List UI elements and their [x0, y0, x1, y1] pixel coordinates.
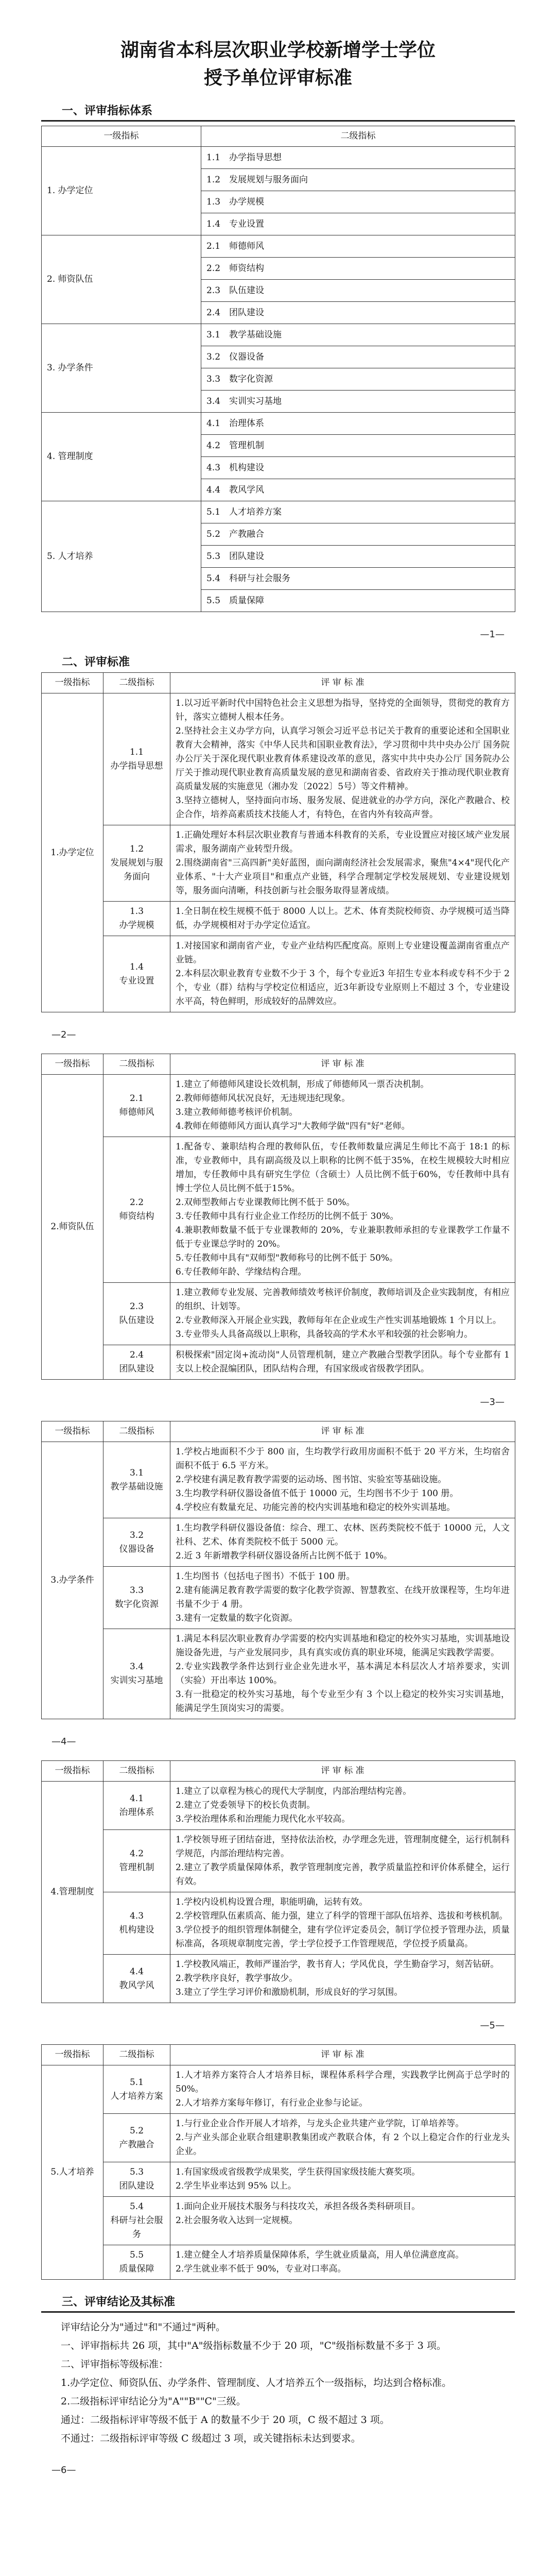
index-l2-cell: 5.5 质量保障: [201, 590, 515, 612]
index-l2-cell: 2.4 团队建设: [201, 302, 515, 324]
index-l2-cell: 2.3 队伍建设: [201, 280, 515, 302]
page-number-6: —6—: [51, 2465, 76, 2476]
index-l2-cell: 5.3 团队建设: [201, 546, 515, 568]
header-l1: 一级指标: [42, 673, 103, 693]
standards-l2-cell: 5.3 团队建设: [103, 2162, 170, 2197]
standards-l1-cell: 3.办学条件: [42, 1442, 103, 1719]
standards-text-cell: 积极探索"固定岗+流动岗"人员管理机制，建立产教融合型教学团队。每个专业都有 1 支以上校企混编团队，团队结构合理，有国家级或省级教学团队。: [170, 1345, 515, 1380]
index-l1-cell: 5. 人才培养: [42, 501, 201, 612]
page-number-4: —4—: [51, 1736, 76, 1747]
standards-row: [42, 1782, 515, 1830]
index-row: [42, 324, 515, 346]
standards-header-row: [42, 673, 515, 693]
index-l2-cell: 3.3 数字化资源: [201, 368, 515, 391]
header-l2: 二级指标: [103, 1761, 170, 1782]
standards-row: [42, 936, 515, 1012]
standards-text-cell: 1.生均图书（包括电子图书）不低于 100 册。 2.建有能满足教育教学需要的数字化教学资源、智慧教室、在线开放课程等，生均年进书量不少于 4 册。 3.建有一定数量的数字化资源。: [170, 1567, 515, 1629]
header-l2: 二级指标: [103, 673, 170, 693]
header-l2: 二级指标: [103, 1421, 170, 1442]
standards-l2-cell: 3.2 仪器设备: [103, 1518, 170, 1567]
standards-table-part4: [41, 1760, 515, 2003]
standards-row: [42, 2197, 515, 2245]
header-l1: 一级指标: [42, 1761, 103, 1782]
index-header-l1: 一级指标: [42, 126, 201, 147]
standards-text-cell: 1.面向企业开展技术服务与科技攻关，承担各级各类科研项目。 2.社会服务收入达到一定规模。: [170, 2197, 515, 2245]
standards-row: [42, 2245, 515, 2280]
standards-l1-cell: 2.师资队伍: [42, 1075, 103, 1380]
standards-text-cell: 1.与行业企业合作开展人才培养，与龙头企业共建产业学院，订单培养等。 2.与产业头部企业联合组建职教集团或产教联合体，有 2 个以上稳定合作的行业龙头企业。: [170, 2114, 515, 2162]
standards-row: [42, 1955, 515, 2003]
index-l2-cell: 3.1 教学基础设施: [201, 324, 515, 346]
index-l2-cell: 1.1 办学指导思想: [201, 147, 515, 169]
standards-l2-cell: 2.1 师德师风: [103, 1075, 170, 1137]
index-l2-cell: 5.1 人才培养方案: [201, 501, 515, 523]
standards-header-row: [42, 2045, 515, 2065]
standards-l2-cell: 5.5 质量保障: [103, 2245, 170, 2280]
header-l1: 一级指标: [42, 1421, 103, 1442]
standards-text-cell: 1.正确处理好本科层次职业教育与普通本科教育的关系，专业设置应对接区域产业发展需求，服务湖南产业转型升级。 2.围绕湖南省"三高四新"美好蓝图，面向湖南经济社会发展需求，聚焦"4×4"现代化产业体系、"十大产业项目"和重点产业链，科学合理制定学校发展规划、专业建设规划等，服务面向清晰，科技创新与社会服务取得显著成绩。: [170, 825, 515, 902]
standards-row: [42, 902, 515, 936]
document-title: [41, 36, 515, 92]
index-l2-cell: 3.2 仪器设备: [201, 346, 515, 368]
standards-row: [42, 1283, 515, 1345]
index-table: [41, 126, 515, 612]
index-l1-cell: 1. 办学定位: [42, 147, 201, 235]
header-l2: 二级指标: [103, 1054, 170, 1075]
section-heading-index: 一、评审指标体系: [41, 102, 515, 122]
standards-table-part3: [41, 1421, 515, 1719]
standards-l2-cell: 4.4 教风学风: [103, 1955, 170, 2003]
standards-text-cell: 1.有国家级或省级教学成果奖，学生获得国家级技能大赛奖项。 2.学生毕业率达到 95% 以上。: [170, 2162, 515, 2197]
standards-l2-cell: 1.3 办学规模: [103, 902, 170, 936]
index-l2-cell: 1.2 发展规划与服务面向: [201, 169, 515, 191]
index-row: [42, 501, 515, 523]
standards-text-cell: 1.生均教学科研仪器设备值：综合、理工、农林、医药类院校不低于 10000 元，人文社科、艺术、体育类院校不低于 5000 元。 2.近 3 年新增教学科研仪器设备所占比例不低于 10%。: [170, 1518, 515, 1567]
header-l1: 一级指标: [42, 1054, 103, 1075]
title-line-1: 湖南省本科层次职业学校新增学士学位: [120, 39, 436, 61]
conclusion-paragraph: 评审结论分为"通过"和"不通过"两种。: [61, 2321, 225, 2333]
standards-text-cell: 1.配备专、兼职结构合理的教师队伍，专任教师数量应满足生师比不高于 18:1 的标准，专业教师中，具有副高级及以上职称的比例不低于35%，在校生规模较大时相应增加，专任教师中具有研究生学位（含硕士）人员比例不低于60%，专任教师中具有博士学位人员比例不低于15%。 2.双师型教师占专业课教师比例不低于 50%。 3.专任教师中具有行业企业工作经历的比例不低于 30%。 4.兼职教师数量不低于专业课教师的 20%，专业兼职教师承担的专业课教学工作量不低于专业课总学时的 20%。 5.专任教师中具有"双师型"教师称号的比例不低于 50%。 6.专任教师年龄、学缘结构合理。: [170, 1137, 515, 1283]
page-number-5: —5—: [480, 2020, 505, 2031]
standards-text-cell: 1.学校占地面积不少于 800 亩，生均教学行政用房面积不低于 20 平方米，生均宿舍面积不低于 6.5 平方米。 2.学校建有满足教育教学需要的运动场、图书馆、实验室等基础设施。 3.生均教学科研仪器设备值不低于 10000 元，生均图书不少于 100 册。 4.学校应有数量充足、功能完善的校内实训基地和稳定的校外实训基地。: [170, 1442, 515, 1518]
conclusion-paragraph: 2.二级指标评审结论分为"A""B""C"三级。: [61, 2396, 246, 2407]
standards-row: [42, 2065, 515, 2114]
standards-text-cell: 1.建立健全人才培养质量保障体系，学生就业质量高，用人单位满意度高。 2.学生就业率不低于 90%，专业对口率高。: [170, 2245, 515, 2280]
standards-header-row: [42, 1054, 515, 1075]
standards-text-cell: 1.人才培养方案符合人才培养目标，课程体系科学合理，实践教学比例高于总学时的 50%。 2.人才培养方案每年修订，有行业企业参与论证。: [170, 2065, 515, 2114]
conclusion-paragraph: 一、评审指标共 26 项，其中"A"级指标数量不少于 20 项，"C"级指标数量不多于 3 项。: [61, 2340, 446, 2351]
index-l1-cell: 4. 管理制度: [42, 413, 201, 501]
index-header-l2: 二级指标: [201, 126, 515, 147]
standards-l2-cell: 3.1 教学基础设施: [103, 1442, 170, 1518]
index-row: [42, 235, 515, 258]
standards-header-row: [42, 1421, 515, 1442]
page-number-1: —1—: [480, 629, 505, 640]
standards-text-cell: 1.学校内设机构设置合理，职能明确，运转有效。 2.学校管理队伍素质高、能力强，建立了科学的管理干部队伍培养、选拔和考核机制。 3.学位授予的组织管理体制健全，建有学位评定委员会，制订学位授予管理办法，质量标准高，各项规章制度完善，学士学位授予工作管理规范，学位授予质量高。: [170, 1892, 515, 1955]
standards-text-cell: 1.建立了师德师风建设长效机制，形成了师德师风一票否决机制。 2.教师师德师风状况良好，无违规违纪现象。 3.建立教师师德考核评价机制。 4.教师在师德师风方面认真学习"大教师学做"四有"好"老师。: [170, 1075, 515, 1137]
standards-row: [42, 1442, 515, 1518]
conclusion-paragraph: 通过：二级指标评审等级不低于 A 的数量不少于 20 项，C 级不超过 3 项。: [61, 2414, 390, 2426]
header-standard: 评 审 标 准: [170, 673, 515, 693]
standards-l2-cell: 1.4 专业设置: [103, 936, 170, 1012]
standards-table-part5: [41, 2044, 515, 2280]
index-l1-cell: 2. 师资队伍: [42, 235, 201, 324]
standards-row: [42, 2162, 515, 2197]
standards-text-cell: 1.学校教风端正，教师严谨治学，教书育人；学风优良，学生勤奋学习，刻苦钻研。 2.教学秩序良好，教学事故少。 3.建立了学生学习评价和激励机制，形成良好的学习氛围。: [170, 1955, 515, 2003]
standards-text-cell: 1.对接国家和湖南省产业，专业产业结构匹配度高。原则上专业建设覆盖湖南省重点产业链。 2.本科层次职业教育专业数不少于 3 个，每个专业近3 年招生专业本科或专科不少于 2 个，专业（群）结构与学校定位相适应，近3年新设专业原则上不超过 3 个，专业建设水平高，特色鲜明，形成较好的品牌效应。: [170, 936, 515, 1012]
standards-header-row: [42, 1761, 515, 1782]
standards-l2-cell: 5.2 产教融合: [103, 2114, 170, 2162]
page-number-2: —2—: [51, 1029, 76, 1040]
index-l2-cell: 1.3 办学规模: [201, 191, 515, 213]
standards-text-cell: 1.以习近平新时代中国特色社会主义思想为指导，坚持党的全面领导，贯彻党的教育方针，落实立德树人根本任务。 2.坚持社会主义办学方向，认真学习领会习近平总书记关于教育的重要论述和全国职业教育大会精神，落实《中华人民共和国职业教育法》，学习贯彻中共中央办公厅 国务院办公厅关于深化现代职业教育体系建设改革的意见，落实中共中央办公厅 国务院办公厅关于推动现代职业教育高质量发展的意见和湖南省委、省政府关于推动现代职业教育高质量发展的实施意见（湘办发〔2022〕5号）等文件精神。 3.坚持立德树人，坚持面向市场、服务发展、促进就业的办学方向，深化产教融合、校企合作，培养高素质技术技能人才，有特色，在省内外有较高声誉。: [170, 693, 515, 825]
index-l2-cell: 5.2 产教融合: [201, 523, 515, 546]
header-l1: 一级指标: [42, 2045, 103, 2065]
standards-l2-cell: 4.1 治理体系: [103, 1782, 170, 1830]
index-l2-cell: 2.1 师德师风: [201, 235, 515, 258]
standards-l2-cell: 3.3 数字化资源: [103, 1567, 170, 1629]
standards-l2-cell: 5.4 科研与社会服务: [103, 2197, 170, 2245]
index-l2-cell: 4.3 机构建设: [201, 457, 515, 479]
standards-l1-cell: 5.人才培养: [42, 2065, 103, 2280]
standards-l2-cell: 4.3 机构建设: [103, 1892, 170, 1955]
standards-text-cell: 1.全日制在校生规模不低于 8000 人以上。艺术、体育类院校师资、办学规模可适当降低，办学规模相对于办学定位适宜。: [170, 902, 515, 936]
standards-text-cell: 1.学校领导班子团结奋进，坚持依法治校，办学理念先进，管理制度健全，运行机制科学规范，内部治理结构完善。 2.建立了教学质量保障体系，教学管理制度完善，教学质量监控和评价体系健全，运行有效。: [170, 1830, 515, 1892]
conclusion-paragraph: 1.办学定位、师资队伍、办学条件、管理制度、人才培养五个一级指标，均达到合格标准。: [61, 2377, 452, 2388]
header-l2: 二级指标: [103, 2045, 170, 2065]
standards-row: [42, 693, 515, 825]
index-row: [42, 413, 515, 435]
header-standard: 评 审 标 准: [170, 1761, 515, 1782]
section-heading-standards: 二、评审标准: [62, 656, 130, 669]
standards-l2-cell: 2.2 师资结构: [103, 1137, 170, 1283]
standards-l2-cell: 4.2 管理机制: [103, 1830, 170, 1892]
header-standard: 评 审 标 准: [170, 2045, 515, 2065]
index-l2-cell: 4.1 治理体系: [201, 413, 515, 435]
standards-l2-cell: 5.1 人才培养方案: [103, 2065, 170, 2114]
standards-row: [42, 1518, 515, 1567]
standards-row: [42, 1892, 515, 1955]
standards-row: [42, 1075, 515, 1137]
standards-l2-cell: 3.4 实训实习基地: [103, 1629, 170, 1719]
standards-l2-cell: 1.2 发展规划与服务面向: [103, 825, 170, 902]
standards-text-cell: 1.建立了以章程为核心的现代大学制度，内部治理结构完善。 2.建立了党委领导下的校长负责制。 3.学校治理体系和治理能力现代化水平较高。: [170, 1782, 515, 1830]
standards-row: [42, 825, 515, 902]
standards-row: [42, 1629, 515, 1719]
standards-l2-cell: 2.4 团队建设: [103, 1345, 170, 1380]
standards-row: [42, 1345, 515, 1380]
page-number-3: —3—: [480, 1397, 505, 1408]
index-l2-cell: 3.4 实训实习基地: [201, 391, 515, 413]
standards-row: [42, 2114, 515, 2162]
header-standard: 评 审 标 准: [170, 1054, 515, 1075]
index-l2-cell: 4.4 教风学风: [201, 479, 515, 501]
conclusion-paragraph: 不通过：二级指标评审等级 C 级超过 3 项，或关键指标未达到要求。: [61, 2433, 361, 2444]
conclusion-paragraph: 二、评审指标等级标准：: [61, 2359, 169, 2370]
standards-table-part1: [41, 672, 515, 1012]
index-l2-cell: 4.2 管理机制: [201, 435, 515, 457]
title-line-2: 授予单位评审标准: [203, 67, 352, 89]
standards-text-cell: 1.建立教师专业发展、完善教师绩效考核评价制度，教师培训及企业实践制度，有相应的组织、计划等。 2.专业教师深入开展企业实践，教师每年在企业或生产性实训基地锻炼 1 个月以上。 3.专业带头人具备高级以上职称，具备较高的学术水平和较强的社会影响力。: [170, 1283, 515, 1345]
standards-l2-cell: 2.3 队伍建设: [103, 1283, 170, 1345]
standards-text-cell: 1.满足本科层次职业教育办学需要的校内实训基地和稳定的校外实习基地，实训基地设施设备先进，与产业发展同步，具有真实或仿真的职业环境，能满足实践教学需要。 2.专业实践教学条件达到行业企业先进水平，基本满足本科层次人才培养要求，实训（实验）开出率达 100%。 3.有一批稳定的校外实习基地，每个专业至少有 3 个以上稳定的校外实习实训基地，能满足学生顶岗实习的需要。: [170, 1629, 515, 1719]
standards-row: [42, 1137, 515, 1283]
header-standard: 评 审 标 准: [170, 1421, 515, 1442]
standards-l2-cell: 1.1 办学指导思想: [103, 693, 170, 825]
index-l2-cell: 1.4 专业设置: [201, 213, 515, 235]
standards-row: [42, 1567, 515, 1629]
index-l2-cell: 2.2 师资结构: [201, 258, 515, 280]
index-l2-cell: 5.4 科研与社会服务: [201, 568, 515, 590]
standards-l1-cell: 4.管理制度: [42, 1782, 103, 2003]
section-heading-conclusion: 三、评审结论及其标准: [41, 2293, 515, 2313]
conclusion-text: [41, 2318, 515, 2448]
index-l1-cell: 3. 办学条件: [42, 324, 201, 413]
standards-row: [42, 1830, 515, 1892]
index-row: [42, 147, 515, 169]
standards-l1-cell: 1.办学定位: [42, 693, 103, 1012]
standards-table-part2: [41, 1054, 515, 1380]
